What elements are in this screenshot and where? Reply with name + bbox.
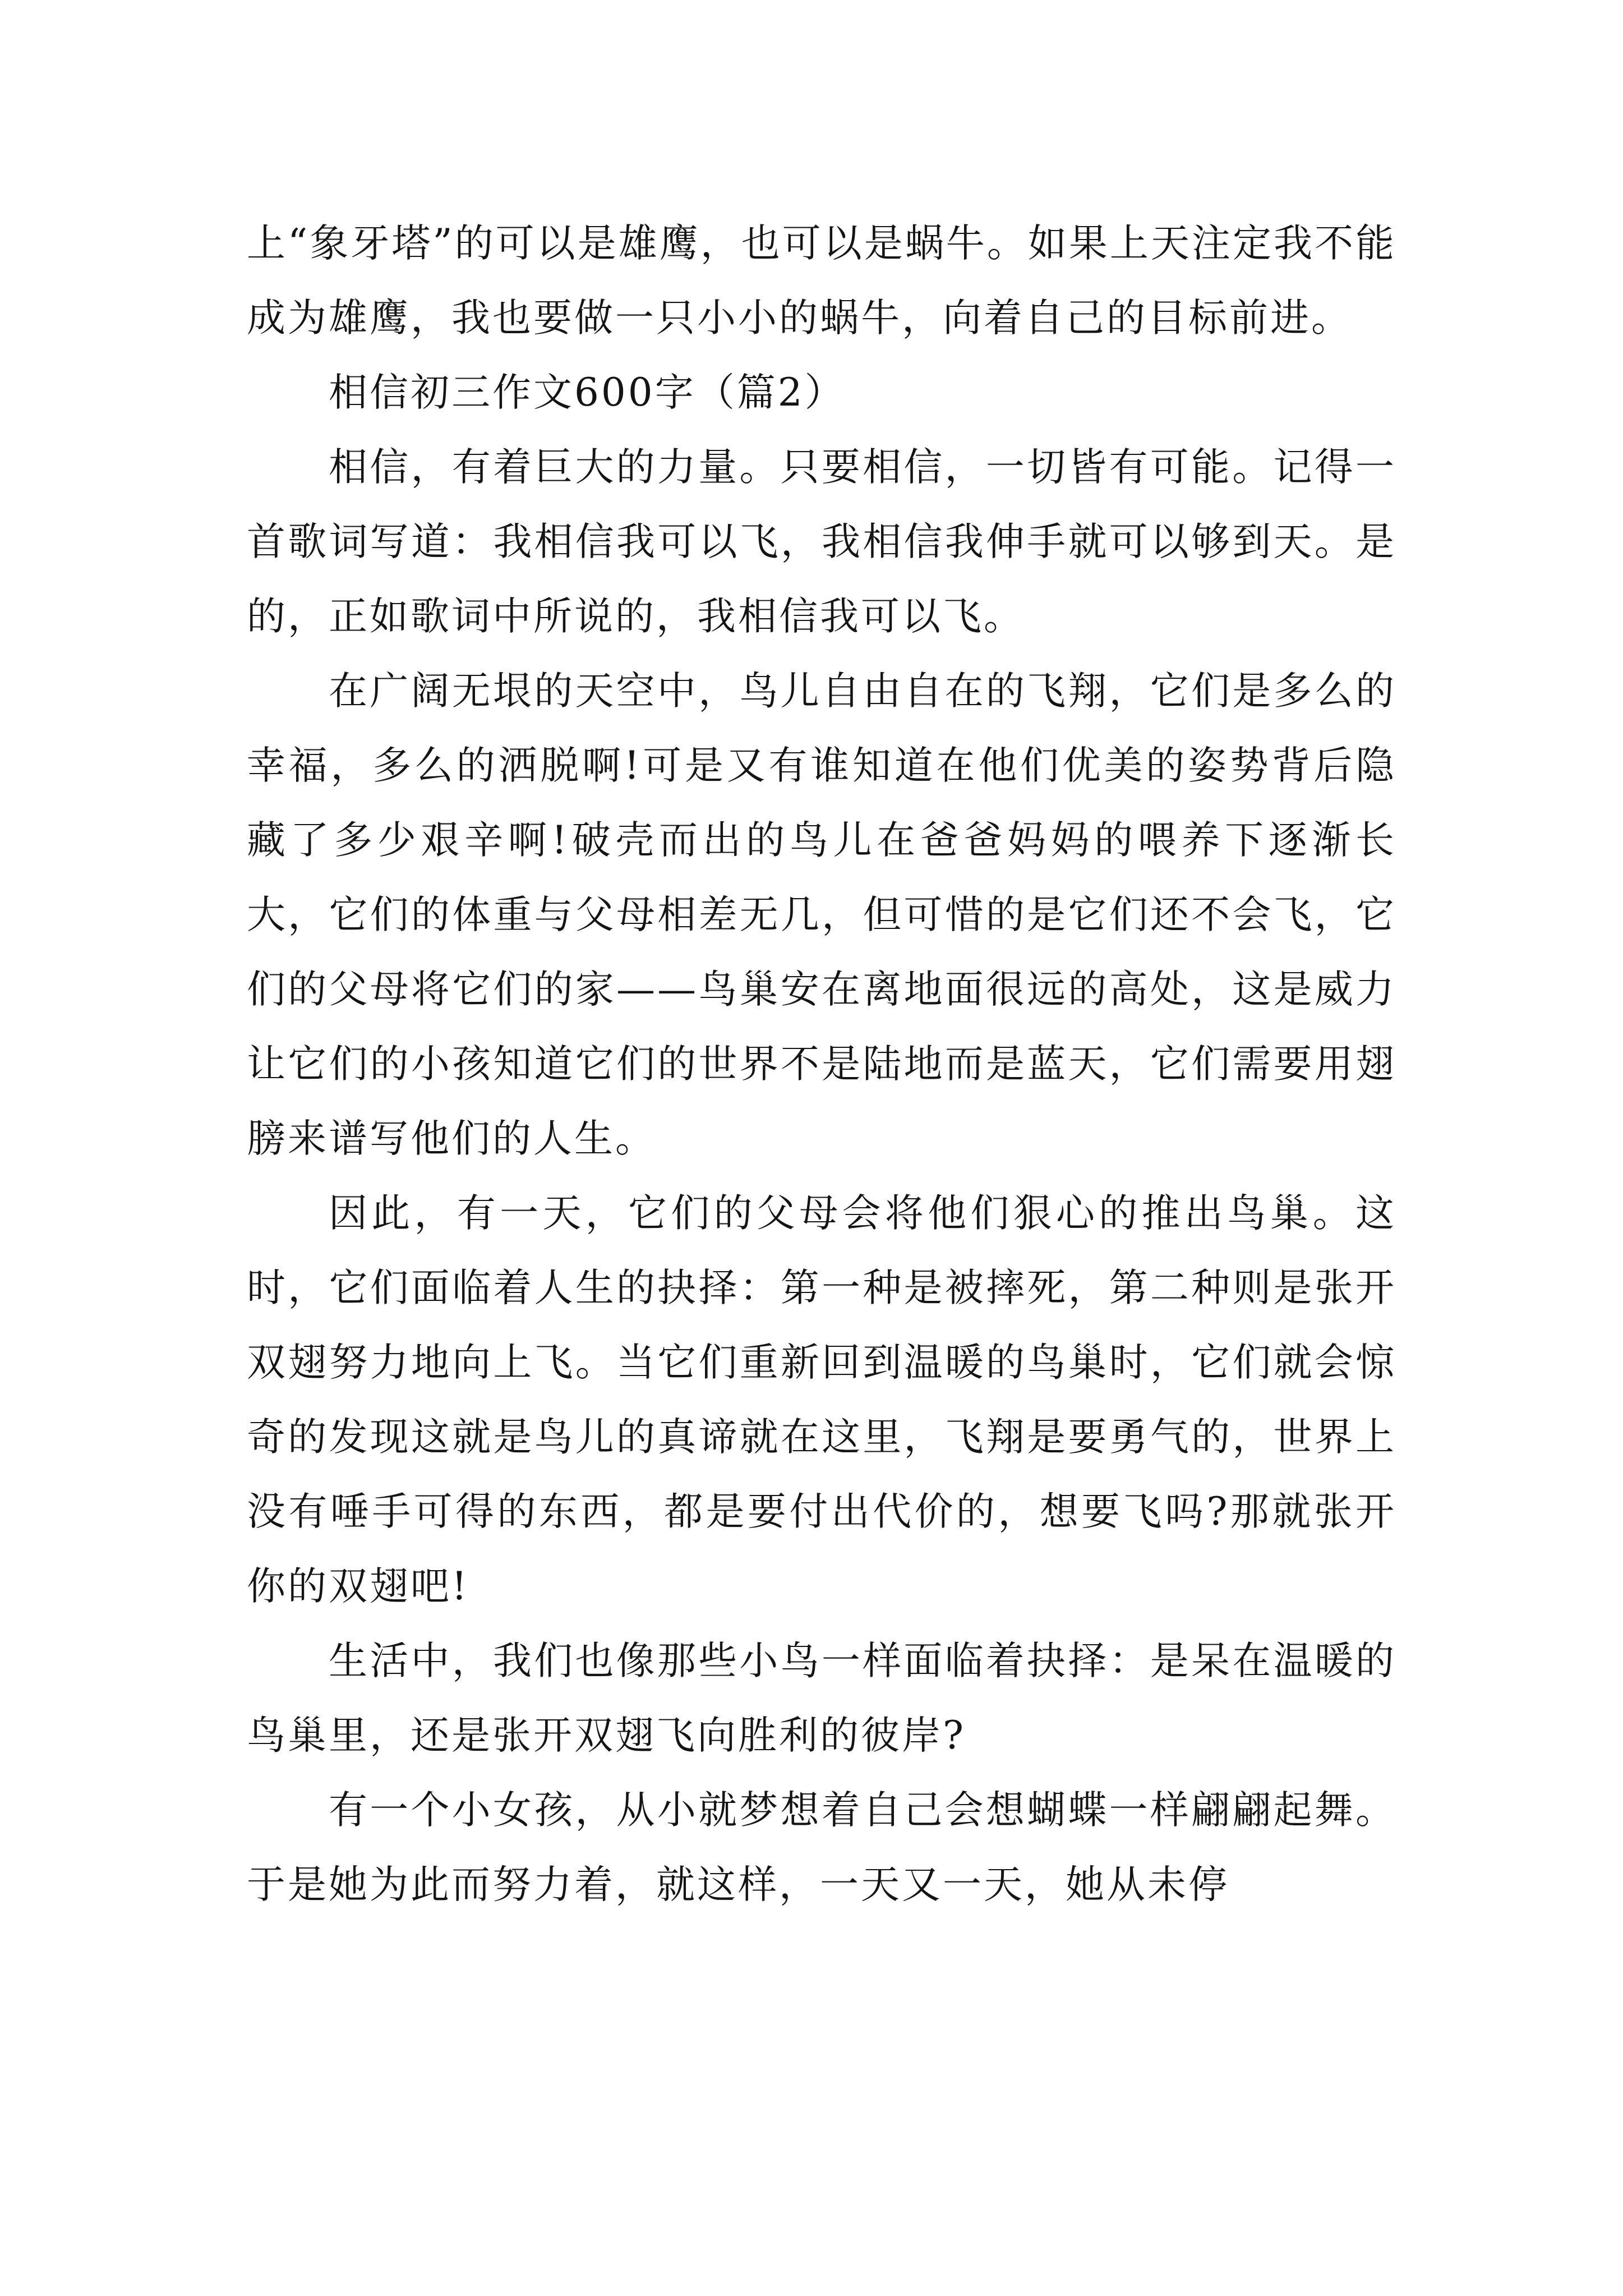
paragraph: 生活中，我们也像那些小鸟一样面临着抉择：是呆在温暖的鸟巢里，还是张开双翅飞向胜利的彼岸?	[247, 1639, 1396, 1758]
paragraph-continuation: 上“象牙塔”的可以是雄鹰，也可以是蜗牛。如果上天注定我不能成为雄鹰，我也要做一只小小的蜗牛，向着自己的目标前进。	[247, 221, 1396, 341]
article-body	[247, 206, 1396, 1922]
paragraph: 相信，有着巨大的力量。只要相信，一切皆有可能。记得一首歌词写道：我相信我可以飞，我相信我伸手就可以够到天。是的，正如歌词中所说的，我相信我可以飞。	[247, 445, 1396, 639]
paragraph: 因此，有一天，它们的父母会将他们狠心的推出鸟巢。这时，它们面临着人生的抉择：第一种是被摔死，第二种则是张开双翅努力地向上飞。当它们重新回到温暖的鸟巢时，它们就会惊奇的发现这就是鸟儿的真谛就在这里，飞翔是要勇气的，世界上没有唾手可得的东西，都是要付出代价的，想要飞吗?那就张开你的双翅吧!	[247, 1191, 1396, 1609]
paragraph: 有一个小女孩，从小就梦想着自己会想蝴蝶一样翩翩起舞。于是她为此而努力着，就这样，一天又一天，她从未停	[247, 1788, 1396, 1907]
paragraph: 在广阔无垠的天空中，鸟儿自由自在的飞翔，它们是多么的幸福，多么的洒脱啊!可是又有谁知道在他们优美的姿势背后隐藏了多少艰辛啊!破壳而出的鸟儿在爸爸妈妈的喂养下逐渐长大，它们的体重与父母相差无几，但可惜的是它们还不会飞，它们的父母将它们的家——鸟巢安在离地面很远的高处，这是威力让它们的小孩知道它们的世界不是陆地而是蓝天，它们需要用翅膀来谱写他们的人生。	[247, 669, 1396, 1161]
section-heading: 相信初三作文600字（篇2）	[329, 370, 846, 415]
